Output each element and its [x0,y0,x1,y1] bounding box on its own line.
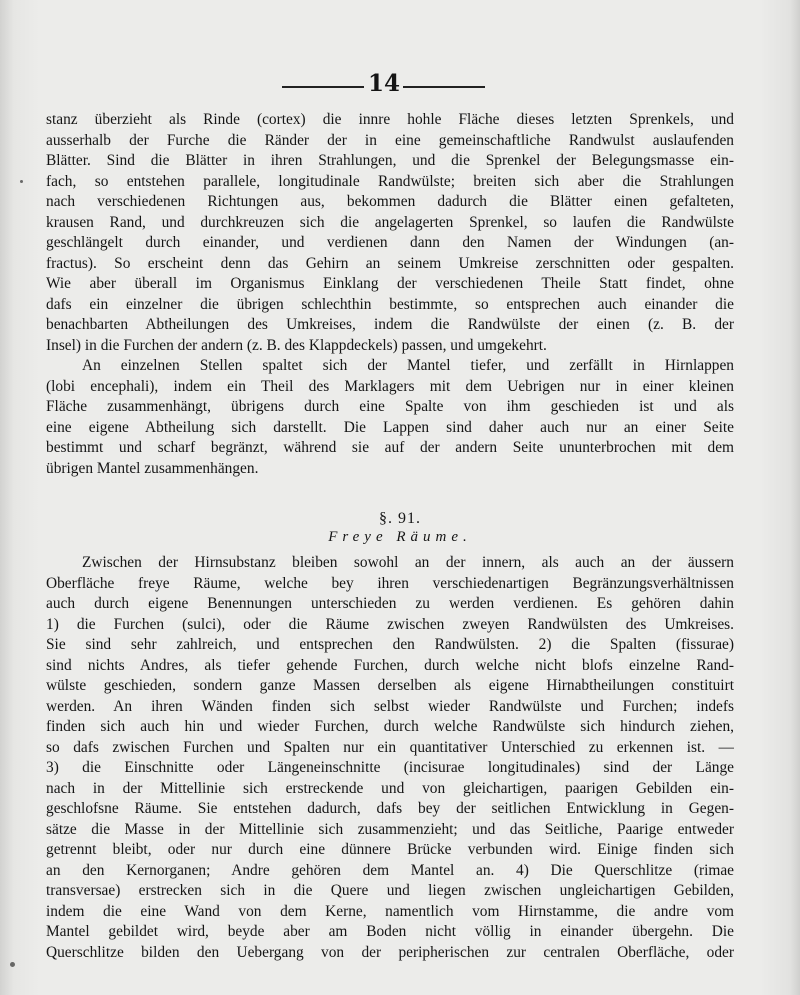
text-line: krausen Rand, und durchkreuzen sich die angelagerten Sprenkel, so laufen die Randwülste [46,213,734,231]
text-line: Fläche zusammenhängt, übrigens durch eine Spalte von ihm geschieden ist und als [46,398,734,415]
text-line: getrennt bleibt, oder nur durch eine dünnere Brücke verbunden wird. Einige finden sich [46,841,734,858]
text-line: fractus). So erscheint denn das Gehirn an seinem Umkreise zerschnitten oder gespalten. [46,254,734,272]
text-line: benachbarten Abtheilungen des Umkreises, indem die Randwülste der einen (z. B. der [46,316,734,333]
text-line: indem die eine Wand von dem Kerne, namentlich vom Hirnstamme, die andre vom [46,902,734,920]
text-line: Blätter. Sind die Blätter in ihren Strahlungen, und die Sprenkel der Belegungsmasse ein- [46,152,734,169]
text-line: nach in der Mittellinie sich erstreckende und von gleichartigen, paarigen Gebilden ein- [46,779,734,797]
text-line: wülste geschieden, sondern ganze Massen derselben als eigene Hirnabtheilungen constituirt [46,677,734,694]
text-line: Oberfläche freye Räume, welche bey ihren verschiedenartigen Begränzungsverhältnissen [46,574,734,592]
text-line: Querschlitze bilden den Uebergang von der peripherischen zur centralen Oberfläche, oder [46,943,734,961]
text-line: eine eigene Abtheilung sich darstellt. Die Lappen sind daher auch nur an einer Seite [46,418,734,436]
text-block-1 [46,110,734,479]
ink-spot [10,962,15,967]
header-rule-left [282,86,364,88]
text-block-2 [46,553,734,963]
header-rule-right [403,86,485,88]
page-number: 14 [367,70,400,97]
text-line: transversae) erstrecken sich in die Quere und liegen zwischen ungleichartigen Gebilden, [46,882,734,899]
text-line: nach verschiedenen Richtungen aus, bekommen dadurch die Blätter einen gefalteten, [46,193,734,210]
text-line: geschlofsne Räume. Sie entstehen dadurch, dafs bey der seitlichen Entwicklung in Gegen- [46,800,734,817]
text-line: stanz überzieht als Rinde (cortex) die innre hohle Fläche dieses letzten Sprenkels, und [46,111,734,128]
text-line: Sie sind sehr zahlreich, und entsprechen den Randwülsten. 2) die Spalten (fissurae) [46,636,734,653]
page-header [0,70,800,97]
text-line: sätze die Masse in der Mittellinie sich zusammenzieht; und das Seitliche, Paarige entweder [46,820,734,838]
text-line: Wie aber überall im Organismus Einklang der verschiedenen Theile Statt findet, ohne [46,275,734,292]
text-line: An einzelnen Stellen spaltet sich der Mantel tiefer, und zerfällt in Hirnlappen [82,357,734,374]
text-line: übrigen Mantel zusammenhängen. [46,459,259,477]
text-line: an den Kernorganen; Andre gehören dem Mantel an. 4) Die Querschlitze (rimae [46,861,734,879]
text-line: auch durch eigene Benennungen unterschieden zu werden verdienen. Es gehören dahin [46,595,734,612]
text-line: Insel) in die Furchen der andern (z. B. des Klappdeckels) passen, und umgekehrt. [46,336,547,354]
section-number: §. 91. [379,510,421,527]
text-line: sind nichts Andres, als tiefer gehende Furchen, durch welche nicht blofs einzelne Rand- [46,656,734,674]
text-line: ausserhalb der Furche die Ränder der in eine gemeinschaftliche Randwulst auslaufenden [46,131,734,149]
text-line: 1) die Furchen (sulci), oder die Räume zwischen zweyen Randwülsten des Umkreises. [46,615,734,633]
text-line: werden. An ihren Wänden finden sich selbst wieder Randwülste und Furchen; indefs [46,697,734,715]
ink-spot [20,180,23,183]
text-line: bestimmt und scharf begränzt, während sie auf der andern Seite ununterbrochen mit dem [46,439,734,456]
text-line: Mantel gebildet wird, beyde aber am Boden nicht völlig in einander übergehn. Die [46,923,734,940]
text-line: (lobi encephali), indem ein Theil des Marklagers mit dem Uebrigen nur in einer kleinen [46,377,734,395]
text-line: so dafs zwischen Furchen und Spalten nur ein quantitativer Unterschied zu erkennen ist. — [46,738,734,756]
text-line: fach, so entstehen parallele, longitudinale Randwülste; breiten sich aber die Strahlungen [46,172,734,190]
text-line: 3) die Einschnitte oder Längeneinschnitte (incisurae longitudinales) sind der Länge [46,759,734,776]
text-line: geschlängelt durch einander, und verdienen dann den Namen der Windungen (an- [46,234,734,251]
text-line: dafs ein einzelner die übrigen schlechthin bestimmte, so entsprechen auch einander die [46,295,734,313]
text-line: finden sich auch hin und wieder Furchen, durch welche Randwülste sich hindurch ziehen, [46,718,734,735]
section-title: Freye Räume. [328,529,472,545]
text-line: Zwischen der Hirnsubstanz bleiben sowohl an der innern, als auch an der äussern [82,554,734,571]
